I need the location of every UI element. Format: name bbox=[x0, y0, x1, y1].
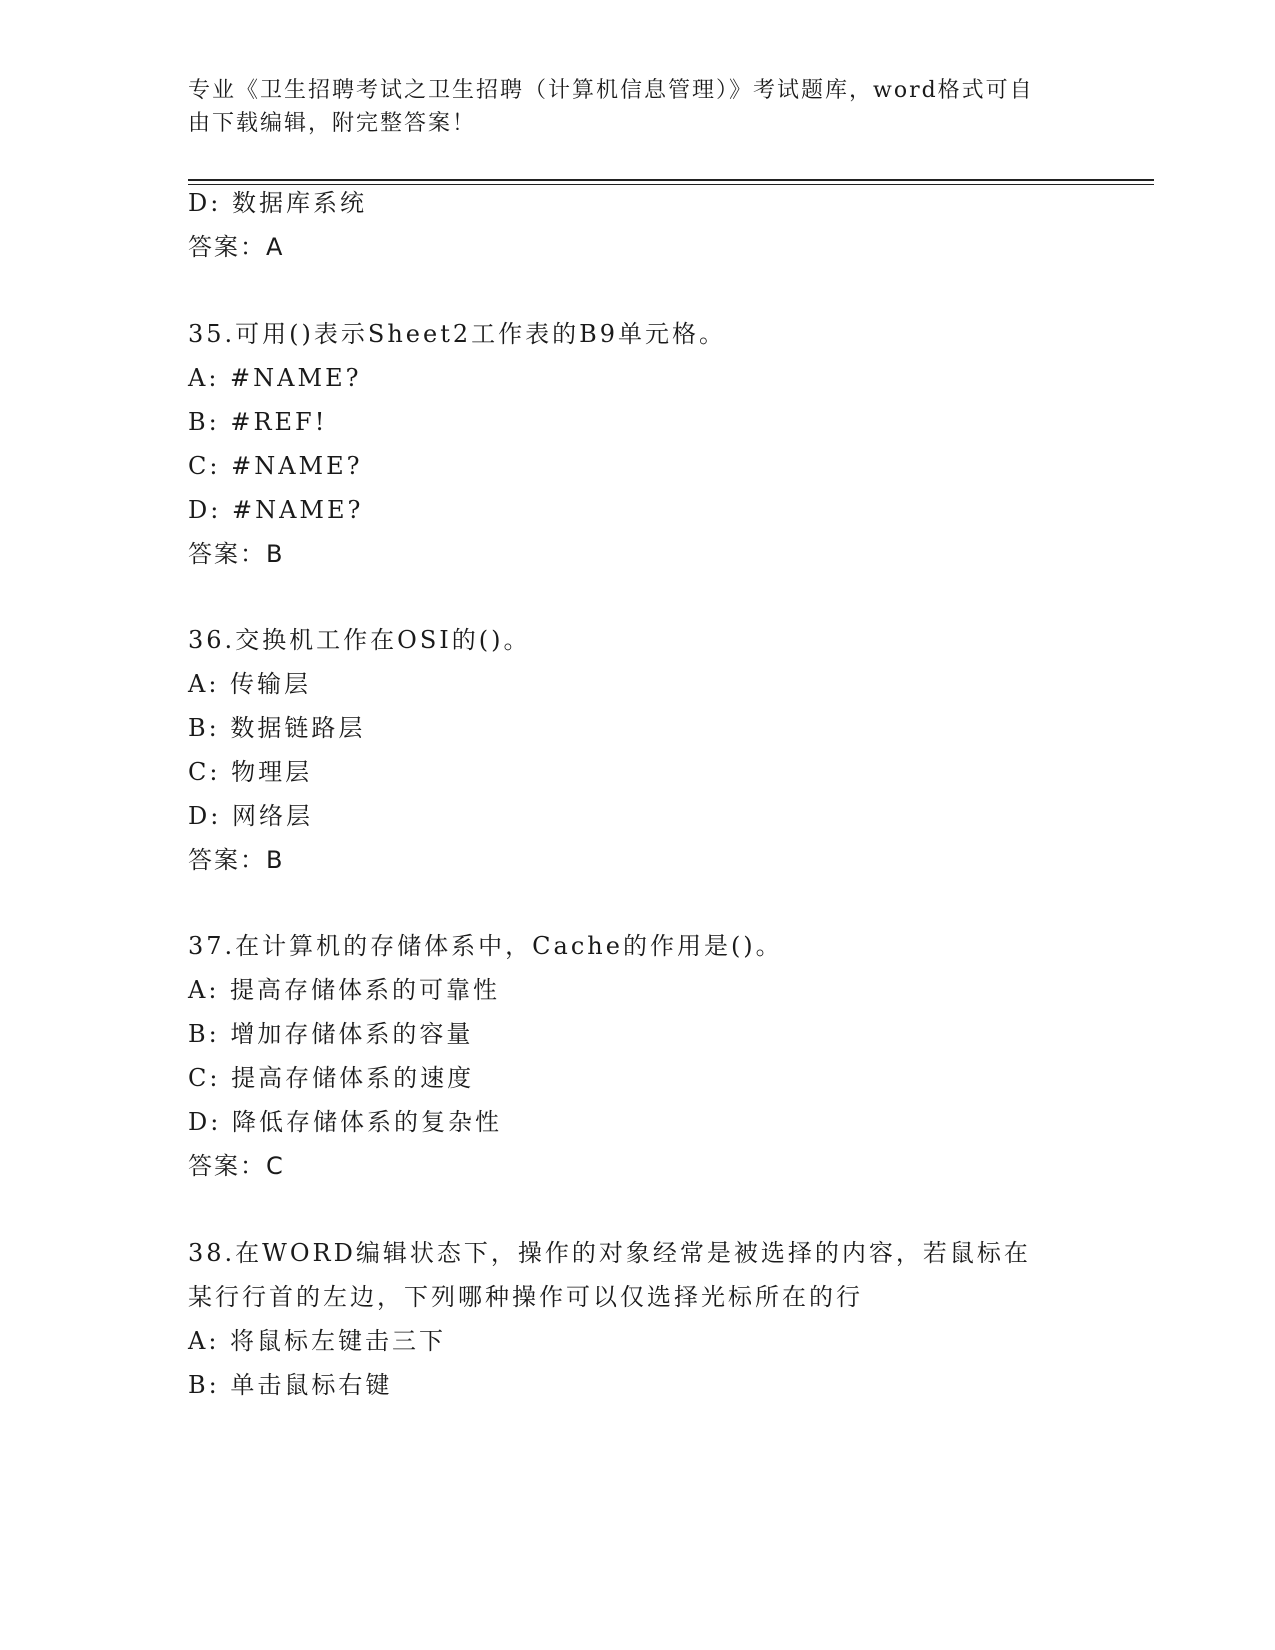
q38-option-b: B: 单击鼠标右键 bbox=[188, 1371, 393, 1399]
q36-stem: 36.交换机工作在OSI的()。 bbox=[188, 626, 531, 654]
q38-option-a: A: 将鼠标左键击三下 bbox=[188, 1327, 447, 1355]
q36-option-a: A: 传输层 bbox=[188, 670, 312, 698]
q37-option-c: C: 提高存储体系的速度 bbox=[188, 1064, 475, 1092]
q35-stem: 35.可用()表示Sheet2工作表的B9单元格。 bbox=[188, 320, 727, 348]
header-divider-thin bbox=[188, 184, 1154, 185]
q35-option-c: C: #NAME? bbox=[188, 452, 363, 480]
page-header bbox=[188, 74, 1068, 140]
q38-stem-line-2: 某行行首的左边，下列哪种操作可以仅选择光标所在的行 bbox=[188, 1283, 863, 1311]
q36-option-b: B: 数据链路层 bbox=[188, 714, 366, 742]
q35-option-b: B: #REF! bbox=[188, 408, 328, 436]
prev-answer: 答案：A bbox=[188, 233, 285, 261]
q37-answer: 答案：C bbox=[188, 1152, 285, 1180]
prev-option-d: D: 数据库系统 bbox=[188, 189, 367, 217]
q35-answer: 答案：B bbox=[188, 540, 285, 568]
header-line-1: 专业《卫生招聘考试之卫生招聘（计算机信息管理）》考试题库，word格式可自 bbox=[188, 78, 1034, 103]
q36-option-d: D: 网络层 bbox=[188, 802, 313, 830]
q36-answer: 答案：B bbox=[188, 846, 285, 874]
q37-option-b: B: 增加存储体系的容量 bbox=[188, 1020, 474, 1048]
header-divider-thick bbox=[188, 179, 1154, 181]
q35-option-a: A: #NAME? bbox=[188, 364, 362, 392]
q37-stem: 37.在计算机的存储体系中，Cache的作用是()。 bbox=[188, 932, 783, 960]
header-line-2: 由下载编辑，附完整答案！ bbox=[188, 111, 477, 136]
q37-option-d: D: 降低存储体系的复杂性 bbox=[188, 1108, 502, 1136]
q38-stem-line-1: 38.在WORD编辑状态下，操作的对象经常是被选择的内容，若鼠标在 bbox=[188, 1239, 1031, 1267]
q35-option-d: D: #NAME? bbox=[188, 496, 364, 524]
q37-option-a: A: 提高存储体系的可靠性 bbox=[188, 976, 501, 1004]
q36-option-c: C: 物理层 bbox=[188, 758, 313, 786]
